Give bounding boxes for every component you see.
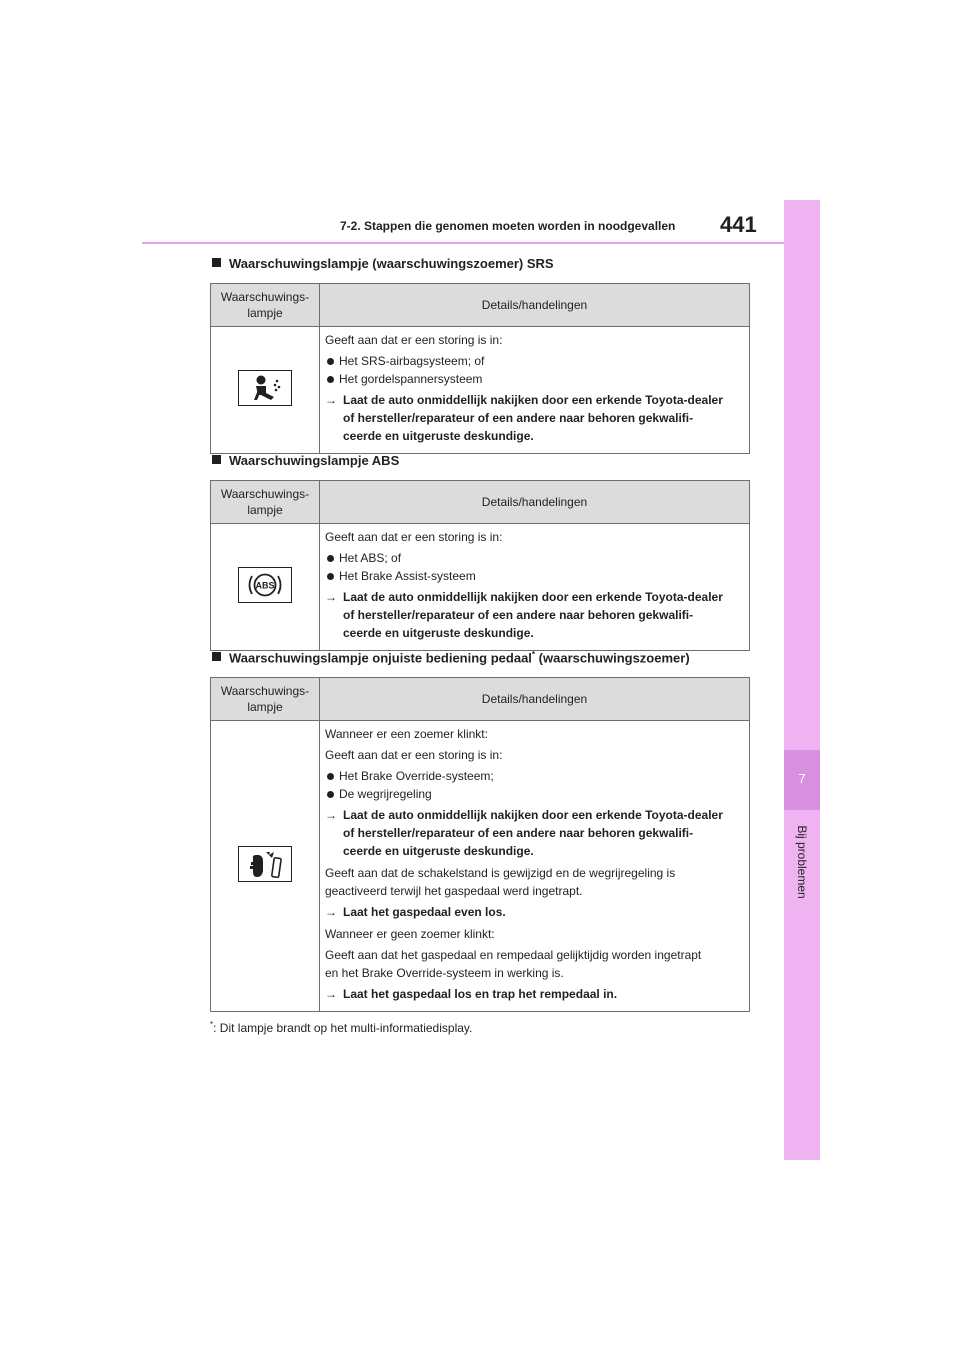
arrow-right-icon: → xyxy=(325,808,337,822)
list-item: Het SRS-airbagsysteem; of xyxy=(325,352,744,370)
heading-square-icon xyxy=(212,455,221,464)
action-instruction: → Laat het gaspedaal los en trap het rempedaal in. xyxy=(325,987,618,1001)
chapter-label: Bij problemen xyxy=(795,825,809,899)
details-cell: Wanneer er een zoemer klinkt: Geeft aan dat er een storing is in: Het Brake Override-systeem; De wegrijregeling → Laat de auto onmiddellijk nakijken door een erkende Toyota-dealer of hersteller/reparateur of een andere naar behoren gekwalifi- ceerde en uitgeruste deskundige. Geeft aan dat de schakelstand is gewijzigd en de wegrijregeling is geactiveerd terwijl het gaspedaal werd ingetrapt. → Laat het gaspedaal even los. Wanneer er geen zoemer klinkt: Geeft aan dat het gaspedaal en rempedaal gelijktijdig worden ingetrapt en het Brake Override-systeem in werking is. → Laat het gaspedaal los en trap het rempedaal in. xyxy=(320,721,750,1012)
shift-text: Geeft aan dat de schakelstand is gewijzigd en de wegrijregeling is geactiveerd terwijl het gaspedaal werd ingetrapt. xyxy=(325,866,676,898)
abs-icon xyxy=(238,567,292,603)
arrow-right-icon: → xyxy=(325,905,337,919)
chapter-side-tab xyxy=(784,200,820,1160)
srs-airbag-icon xyxy=(238,370,292,406)
details-cell: Geeft aan dat er een storing is in: Het ABS; of Het Brake Assist-systeem → Laat de auto onmiddellijk nakijken door een erkende Toyota-dealer of hersteller/reparateur of een andere naar behoren gekwalifi- ceerde en uitgeruste deskundige. xyxy=(320,524,750,651)
pedal-table xyxy=(210,677,750,1012)
col-header-details: Details/handelingen xyxy=(320,481,750,524)
icon-cell xyxy=(211,327,320,454)
table-row xyxy=(211,524,750,651)
list-item: Het Brake Override-systeem; xyxy=(325,767,744,785)
brake-text: Geeft aan dat het gaspedaal en rempedaal gelijktijdig worden ingetrapt en het Brake Override-systeem in werking is. xyxy=(325,948,702,980)
action-instruction: → Laat de auto onmiddellijk nakijken door een erkende Toyota-dealer of hersteller/reparateur of een andere naar behoren gekwalifi- ceerde en uitgeruste deskundige. xyxy=(325,590,723,640)
table-row xyxy=(211,721,750,1012)
action-instruction: → Laat het gaspedaal even los. xyxy=(325,905,506,919)
abs-table xyxy=(210,480,750,651)
section-heading-srs: Waarschuwingslampje (waarschuwingszoemer) SRS xyxy=(212,256,554,271)
heading-square-icon xyxy=(212,258,221,267)
svg-text:ABS: ABS xyxy=(255,580,275,590)
heading-square-icon xyxy=(212,652,221,661)
footnote: *: Dit lampje brandt op het multi-informatiedisplay. xyxy=(210,1020,473,1035)
table-row xyxy=(211,327,750,454)
col-header-details: Details/handelingen xyxy=(320,678,750,721)
arrow-right-icon: → xyxy=(325,590,337,604)
list-item: De wegrijregeling xyxy=(325,785,744,803)
list-item: Het Brake Assist-systeem xyxy=(325,567,744,585)
col-header-lamp: Waarschuwings- lampje xyxy=(211,284,320,327)
arrow-right-icon: → xyxy=(325,987,337,1001)
arrow-right-icon: → xyxy=(325,393,337,407)
action-instruction: → Laat de auto onmiddellijk nakijken door een erkende Toyota-dealer of hersteller/reparateur of een andere naar behoren gekwalifi- ceerde en uitgeruste deskundige. xyxy=(325,808,723,858)
section-title: 7-2. Stappen die genomen moeten worden in noodgevallen xyxy=(340,219,676,233)
section-heading-abs: Waarschuwingslampje ABS xyxy=(212,453,399,468)
icon-cell xyxy=(211,721,320,1012)
chapter-number: 7 xyxy=(798,771,806,786)
action-instruction: → Laat de auto onmiddellijk nakijken door een erkende Toyota-dealer of hersteller/reparateur of een andere naar behoren gekwalifi- ceerde en uitgeruste deskundige. xyxy=(325,393,723,443)
page-number: 441 xyxy=(720,212,757,237)
header-rule xyxy=(142,242,784,244)
pedal-misoperation-icon xyxy=(238,846,292,882)
table-header-row xyxy=(211,481,750,524)
table-header-row xyxy=(211,284,750,327)
section-heading-pedal: Waarschuwingslampje onjuiste bediening pedaal* (waarschuwingszoemer) xyxy=(212,650,690,665)
srs-table xyxy=(210,283,750,454)
col-header-lamp: Waarschuwings- lampje xyxy=(211,481,320,524)
col-header-lamp: Waarschuwings- lampje xyxy=(211,678,320,721)
table-header-row xyxy=(211,678,750,721)
col-header-details: Details/handelingen xyxy=(320,284,750,327)
list-item: Het ABS; of xyxy=(325,549,744,567)
icon-cell xyxy=(211,524,320,651)
details-cell: Geeft aan dat er een storing is in: Het SRS-airbagsysteem; of Het gordelspannersysteem → Laat de auto onmiddellijk nakijken door een erkende Toyota-dealer of hersteller/reparateur of een andere naar behoren gekwalifi- ceerde en uitgeruste deskundige. xyxy=(320,327,750,454)
list-item: Het gordelspannersysteem xyxy=(325,370,744,388)
